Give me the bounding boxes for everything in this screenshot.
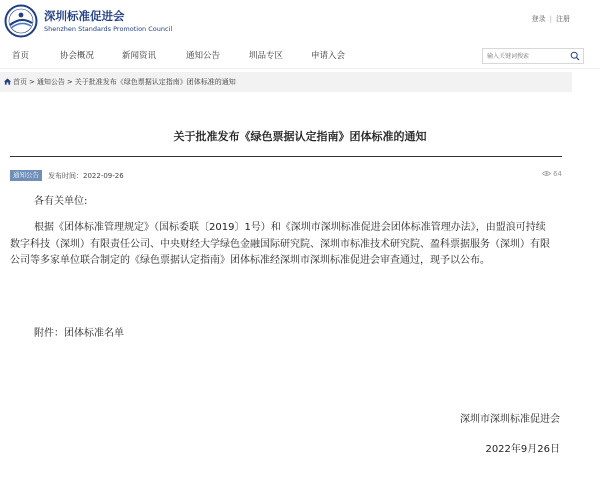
category-badge[interactable]: 通知公告 xyxy=(10,170,42,181)
site-header xyxy=(0,0,600,40)
article-paragraph: 根据《团体标准管理规定》（国标委联〔2019〕1号）和《深圳市深圳标准促进会团体标准管理办法》，由盟浪可持续数字科技（深圳）有限责任公司、中央财经大学绿色金融国际研究院、深圳市标准技术研究院、盈科票据服务（深圳）有限公司等多家单位联合制定的《绿色票据认定指南》团体标准经深圳市深圳标准促进会审查通过，现予以公布。 xyxy=(10,222,550,266)
nav-item-about[interactable]: 协会概况 xyxy=(60,51,95,61)
breadcrumb-section[interactable]: 通知公告 xyxy=(36,78,65,86)
publish-label: 发布时间： xyxy=(48,172,83,180)
brand-name-english: Shenzhen Standards Promotion Council xyxy=(44,25,173,33)
logo-icon[interactable] xyxy=(4,4,38,38)
article-title: 关于批准发布《绿色票据认定指南》团体标准的通知 xyxy=(173,130,427,143)
breadcrumb-home[interactable]: 首页 xyxy=(13,78,27,86)
nav-item-notices[interactable]: 通知公告 xyxy=(186,51,221,61)
signature-date: 2022年9月26日 xyxy=(485,444,560,455)
publish-info xyxy=(48,171,124,181)
salutation: 各有关单位: xyxy=(34,196,88,207)
breadcrumb-separator: > xyxy=(66,78,73,86)
brand-name[interactable]: 深圳标准促进会 xyxy=(44,9,125,23)
attachment-link[interactable]: 附件：团体标准名单 xyxy=(34,328,124,339)
breadcrumb xyxy=(4,77,236,87)
top-links-separator: | xyxy=(549,15,552,23)
register-link[interactable]: 注册 xyxy=(556,15,570,23)
view-count-value: 64 xyxy=(553,170,562,178)
nav-item-zhenpin[interactable]: 圳品专区 xyxy=(249,51,284,61)
breadcrumb-bar xyxy=(0,72,572,92)
signature-org: 深圳市深圳标准促进会 xyxy=(460,414,560,425)
title-divider xyxy=(10,156,562,157)
home-icon xyxy=(4,78,11,85)
nav-item-news[interactable]: 新闻资讯 xyxy=(122,51,157,61)
breadcrumb-separator: > xyxy=(29,78,35,86)
nav-item-home[interactable]: 首页 xyxy=(12,51,30,61)
publish-date: 2022-09-26 xyxy=(83,172,124,180)
view-count xyxy=(542,170,562,178)
search-icon[interactable] xyxy=(570,51,580,61)
search-input[interactable] xyxy=(487,49,567,63)
login-link[interactable]: 登录 xyxy=(531,15,546,23)
breadcrumb-current: 关于批准发布《绿色票据认定指南》团体标准的通知 xyxy=(74,78,236,86)
eye-icon xyxy=(542,170,551,177)
nav-item-join[interactable]: 申请入会 xyxy=(311,51,346,61)
top-links xyxy=(532,14,570,24)
search-box xyxy=(482,48,584,64)
article-meta xyxy=(10,170,562,182)
